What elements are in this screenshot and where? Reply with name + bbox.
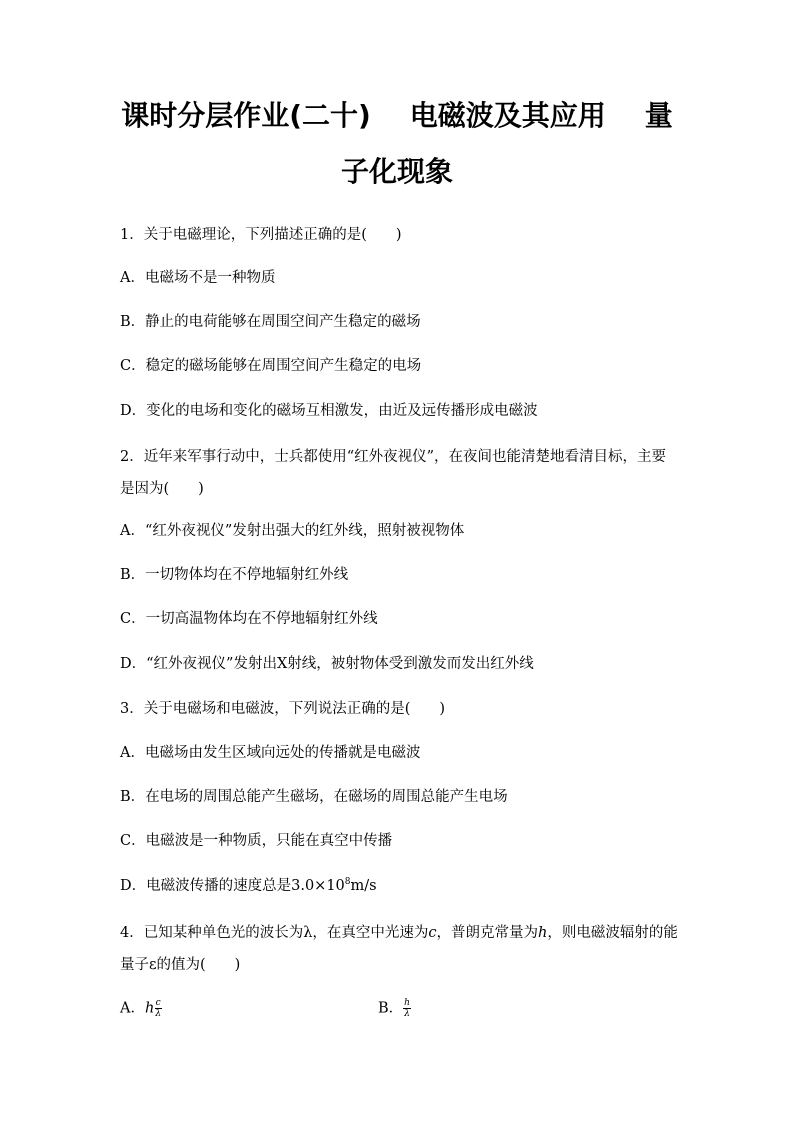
question-4-option-b-fraction (403, 998, 411, 1019)
question-1-stem: 1．关于电磁理论，下列描述正确的是( ) (120, 227, 402, 243)
question-4-option-b-label: B． (378, 1000, 404, 1017)
question-4-option-b (378, 998, 411, 1019)
question-3-option-a: A．电磁场由发生区域向远处的传播就是电磁波 (120, 745, 421, 761)
question-4-option-a-coef: h (144, 1000, 155, 1017)
fraction-numerator: c (155, 998, 161, 1008)
question-4-stem (120, 917, 680, 981)
question-2-option-a: A．“红外夜视仪”发射出强大的红外线，照射被视物体 (120, 523, 465, 539)
question-4-option-a-fraction (154, 998, 162, 1019)
question-4-stem-part1: 4．已知某种单色光的波长为λ，在真空中光速为 (120, 925, 429, 941)
question-4-var-c: c (428, 925, 437, 941)
page-title-line2: 子化现象 (340, 155, 453, 188)
question-4-option-a-label: A． (120, 1000, 145, 1017)
fraction-denominator: λ (155, 1009, 162, 1019)
question-3-stem: 3．关于电磁场和电磁波，下列说法正确的是( ) (120, 701, 446, 717)
question-3-option-d-exponent: 8 (344, 877, 351, 887)
question-4-stem-part3: ，则电磁波辐射的能量子ε的值为( ) (120, 925, 678, 973)
question-3-option-d (120, 878, 680, 893)
question-4-option-a (120, 998, 162, 1019)
question-3-option-c: C．电磁波是一种物质，只能在真空中传播 (120, 833, 393, 849)
question-2-option-c: C．一切高温物体均在不停地辐射红外线 (120, 611, 378, 627)
question-1-option-d: D．变化的电场和变化的磁场互相激发，由近及远传播形成电磁波 (120, 403, 538, 419)
question-2-option-b: B．一切物体均在不停地辐射红外线 (120, 567, 349, 583)
question-1-option-c: C．稳定的磁场能够在周围空间产生稳定的电场 (120, 358, 422, 374)
question-2-stem: 2．近年来军事行动中，士兵都使用“红外夜视仪”，在夜间也能清楚地看清目标，主要是因为( ) (120, 449, 667, 497)
question-1-option-a: A．电磁场不是一种物质 (120, 270, 276, 286)
page-title-line1: 课时分层作业(二十) 电磁波及其应用 量 (121, 99, 673, 132)
question-3-option-d-unit: m/s (350, 877, 377, 894)
question-4-stem-part2: ，普朗克常量为 (436, 925, 539, 941)
question-4-var-h: h (538, 925, 548, 941)
fraction-denominator: λ (404, 1009, 410, 1019)
question-3-option-d-prefix: D．电磁波传播的速度总是3.0×10 (120, 877, 345, 894)
question-1-option-b: B．静止的电荷能够在周围空间产生稳定的磁场 (120, 314, 421, 330)
fraction-numerator: h (404, 998, 410, 1008)
question-3-option-b: B．在电场的周围总能产生磁场，在磁场的周围总能产生电场 (120, 789, 508, 805)
question-2-option-d: D．“红外夜视仪”发射出X射线，被射物体受到激发而发出红外线 (120, 656, 534, 672)
